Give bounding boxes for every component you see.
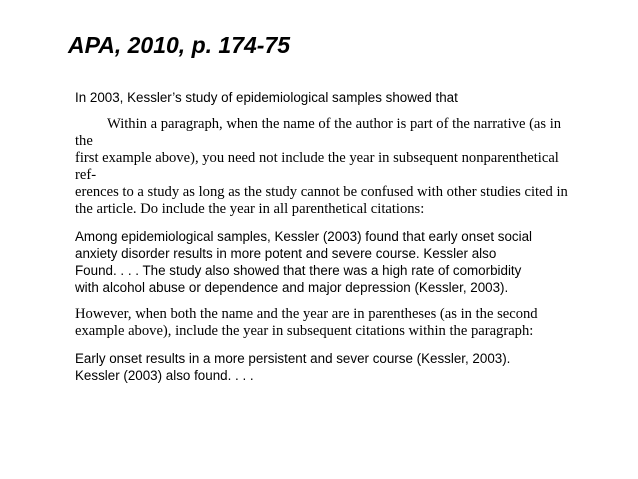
rule1-line: the article. Do include the year in all parenthetical citations: [75, 201, 425, 217]
example3-line: Early onset results in a more persistent and sever course (Kessler, 2003). [75, 351, 511, 366]
rule1-line: the [75, 133, 93, 149]
example3-line: Kessler (2003) also found. . . . [75, 368, 254, 383]
example2-line: Found. . . . The study also showed that there was a high rate of comorbidity [75, 263, 522, 278]
example-intro: In 2003, Kessler’s study of epidemiological samples showed that [75, 90, 458, 105]
example2-line: with alcohol abuse or dependence and major depression (Kessler, 2003). [75, 280, 509, 295]
example2-line: anxiety disorder results in more potent and severe course. Kessler also [75, 246, 497, 261]
rule1-line: erences to a study as long as the study cannot be confused with other studies cited in [75, 184, 568, 200]
slide-title: APA, 2010, p. 174-75 [68, 32, 291, 58]
rule1-line: ref- [75, 167, 97, 183]
rule1-line: first example above), you need not include the year in subsequent nonparenthetical [75, 150, 559, 166]
rule2-line: example above), include the year in subsequent citations within the paragraph: [75, 323, 534, 339]
rule2-line: However, when both the name and the year are in parentheses (as in the second [75, 306, 538, 322]
rule1-line: Within a paragraph, when the name of the author is part of the narrative (as in [107, 116, 562, 132]
example2-line: Among epidemiological samples, Kessler (2003) found that early onset social [75, 229, 533, 244]
